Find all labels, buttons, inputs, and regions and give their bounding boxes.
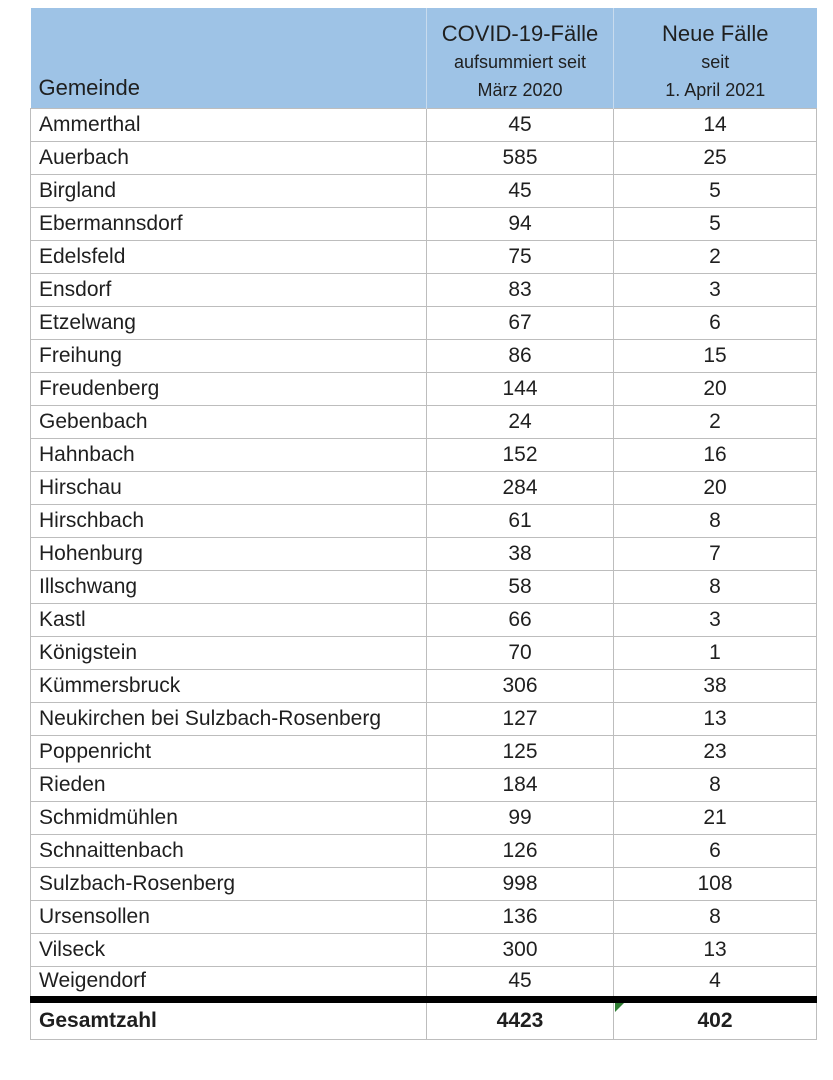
cumulative-cases-cell: 136 bbox=[427, 900, 614, 933]
new-cases-cell: 5 bbox=[614, 207, 817, 240]
table-row bbox=[31, 867, 817, 900]
cumulative-cases-cell: 184 bbox=[427, 768, 614, 801]
table-header bbox=[31, 8, 817, 108]
table-row bbox=[31, 471, 817, 504]
new-cases-cell: 15 bbox=[614, 339, 817, 372]
new-cases-cell: 8 bbox=[614, 504, 817, 537]
gemeinde-cell: Vilseck bbox=[31, 933, 427, 966]
table-row bbox=[31, 339, 817, 372]
table-row bbox=[31, 141, 817, 174]
new-cases-cell: 16 bbox=[614, 438, 817, 471]
table-row bbox=[31, 735, 817, 768]
gemeinde-cell: Hirschau bbox=[31, 471, 427, 504]
gemeinde-cell: Neukirchen bei Sulzbach-Rosenberg bbox=[31, 702, 427, 735]
new-cases-cell: 3 bbox=[614, 603, 817, 636]
cumulative-cases-cell: 75 bbox=[427, 240, 614, 273]
table-row bbox=[31, 669, 817, 702]
header-new-line1: Neue Fälle bbox=[662, 21, 769, 46]
new-cases-cell: 14 bbox=[614, 108, 817, 141]
table-row bbox=[31, 306, 817, 339]
new-cases-cell: 38 bbox=[614, 669, 817, 702]
gemeinde-cell: Kümmersbruck bbox=[31, 669, 427, 702]
table-body bbox=[31, 108, 817, 999]
cumulative-cases-cell: 585 bbox=[427, 141, 614, 174]
gemeinde-cell: Kastl bbox=[31, 603, 427, 636]
table-row bbox=[31, 636, 817, 669]
total-row-cumulative-value: 4423 bbox=[427, 999, 614, 1039]
table-row bbox=[31, 900, 817, 933]
gemeinde-cell: Freudenberg bbox=[31, 372, 427, 405]
gemeinde-cell: Königstein bbox=[31, 636, 427, 669]
cumulative-cases-cell: 94 bbox=[427, 207, 614, 240]
cumulative-cases-cell: 67 bbox=[427, 306, 614, 339]
gemeinde-cell: Hirschbach bbox=[31, 504, 427, 537]
cumulative-cases-cell: 61 bbox=[427, 504, 614, 537]
total-row bbox=[31, 999, 817, 1039]
table-row bbox=[31, 966, 817, 999]
gemeinde-cell: Schnaittenbach bbox=[31, 834, 427, 867]
table-row bbox=[31, 702, 817, 735]
header-new-line2: seit bbox=[701, 52, 730, 72]
table-row bbox=[31, 537, 817, 570]
new-cases-cell: 2 bbox=[614, 240, 817, 273]
table-row bbox=[31, 603, 817, 636]
table-row bbox=[31, 240, 817, 273]
header-total-cases bbox=[427, 8, 614, 108]
gemeinde-cell: Edelsfeld bbox=[31, 240, 427, 273]
gemeinde-cell: Ammerthal bbox=[31, 108, 427, 141]
cumulative-cases-cell: 70 bbox=[427, 636, 614, 669]
cumulative-cases-cell: 144 bbox=[427, 372, 614, 405]
gemeinde-cell: Hahnbach bbox=[31, 438, 427, 471]
table-row bbox=[31, 108, 817, 141]
gemeinde-cell: Ursensollen bbox=[31, 900, 427, 933]
cumulative-cases-cell: 24 bbox=[427, 405, 614, 438]
new-cases-cell: 8 bbox=[614, 570, 817, 603]
new-cases-cell: 13 bbox=[614, 933, 817, 966]
cumulative-cases-cell: 284 bbox=[427, 471, 614, 504]
cumulative-cases-cell: 126 bbox=[427, 834, 614, 867]
cumulative-cases-cell: 83 bbox=[427, 273, 614, 306]
gemeinde-cell: Birgland bbox=[31, 174, 427, 207]
header-gemeinde bbox=[31, 8, 427, 108]
header-new-cases bbox=[614, 8, 817, 108]
new-cases-cell: 5 bbox=[614, 174, 817, 207]
table-row bbox=[31, 438, 817, 471]
total-row-new-text: 402 bbox=[697, 1008, 733, 1032]
gemeinde-cell: Schmidmühlen bbox=[31, 801, 427, 834]
new-cases-cell: 3 bbox=[614, 273, 817, 306]
cumulative-cases-cell: 998 bbox=[427, 867, 614, 900]
new-cases-cell: 8 bbox=[614, 768, 817, 801]
header-total-line2: aufsummiert seit bbox=[453, 52, 587, 72]
header-row bbox=[31, 8, 817, 108]
new-cases-cell: 23 bbox=[614, 735, 817, 768]
cumulative-cases-cell: 300 bbox=[427, 933, 614, 966]
table-row bbox=[31, 768, 817, 801]
cumulative-cases-cell: 66 bbox=[427, 603, 614, 636]
gemeinde-cell: Weigendorf bbox=[31, 966, 427, 999]
table-row bbox=[31, 405, 817, 438]
table-footer bbox=[31, 999, 817, 1039]
gemeinde-cell: Rieden bbox=[31, 768, 427, 801]
cumulative-cases-cell: 45 bbox=[427, 174, 614, 207]
gemeinde-cell: Etzelwang bbox=[31, 306, 427, 339]
table-row bbox=[31, 372, 817, 405]
cumulative-cases-cell: 58 bbox=[427, 570, 614, 603]
gemeinde-cell: Sulzbach-Rosenberg bbox=[31, 867, 427, 900]
table-row bbox=[31, 801, 817, 834]
new-cases-cell: 20 bbox=[614, 372, 817, 405]
header-new-line3: 1. April 2021 bbox=[665, 80, 766, 100]
table-row bbox=[31, 174, 817, 207]
table-row bbox=[31, 933, 817, 966]
total-row-label: Gesamtzahl bbox=[31, 999, 427, 1039]
new-cases-cell: 20 bbox=[614, 471, 817, 504]
new-cases-cell: 21 bbox=[614, 801, 817, 834]
table-row bbox=[31, 504, 817, 537]
cumulative-cases-cell: 99 bbox=[427, 801, 614, 834]
table-row bbox=[31, 570, 817, 603]
new-cases-cell: 7 bbox=[614, 537, 817, 570]
gemeinde-cell: Gebenbach bbox=[31, 405, 427, 438]
new-cases-cell: 8 bbox=[614, 900, 817, 933]
header-gemeinde-label: Gemeinde bbox=[38, 74, 141, 100]
new-cases-cell: 1 bbox=[614, 636, 817, 669]
gemeinde-cell: Ebermannsdorf bbox=[31, 207, 427, 240]
cumulative-cases-cell: 45 bbox=[427, 966, 614, 999]
cumulative-cases-cell: 45 bbox=[427, 108, 614, 141]
cumulative-cases-cell: 306 bbox=[427, 669, 614, 702]
new-cases-cell: 6 bbox=[614, 306, 817, 339]
new-cases-cell: 6 bbox=[614, 834, 817, 867]
total-row-new-value bbox=[614, 999, 817, 1039]
covid-cases-table bbox=[30, 8, 817, 1040]
new-cases-cell: 4 bbox=[614, 966, 817, 999]
cumulative-cases-cell: 125 bbox=[427, 735, 614, 768]
cumulative-cases-cell: 127 bbox=[427, 702, 614, 735]
table-row bbox=[31, 273, 817, 306]
gemeinde-cell: Ensdorf bbox=[31, 273, 427, 306]
new-cases-cell: 2 bbox=[614, 405, 817, 438]
gemeinde-cell: Poppenricht bbox=[31, 735, 427, 768]
new-cases-cell: 13 bbox=[614, 702, 817, 735]
cumulative-cases-cell: 86 bbox=[427, 339, 614, 372]
gemeinde-cell: Freihung bbox=[31, 339, 427, 372]
new-cases-cell: 25 bbox=[614, 141, 817, 174]
table-row bbox=[31, 207, 817, 240]
header-total-line1: COVID-19-Fälle bbox=[441, 21, 599, 46]
excel-error-flag-icon bbox=[615, 1003, 624, 1012]
gemeinde-cell: Auerbach bbox=[31, 141, 427, 174]
cumulative-cases-cell: 38 bbox=[427, 537, 614, 570]
gemeinde-cell: Hohenburg bbox=[31, 537, 427, 570]
new-cases-cell: 108 bbox=[614, 867, 817, 900]
table-row bbox=[31, 834, 817, 867]
cumulative-cases-cell: 152 bbox=[427, 438, 614, 471]
gemeinde-cell: Illschwang bbox=[31, 570, 427, 603]
header-total-line3: März 2020 bbox=[477, 80, 563, 100]
